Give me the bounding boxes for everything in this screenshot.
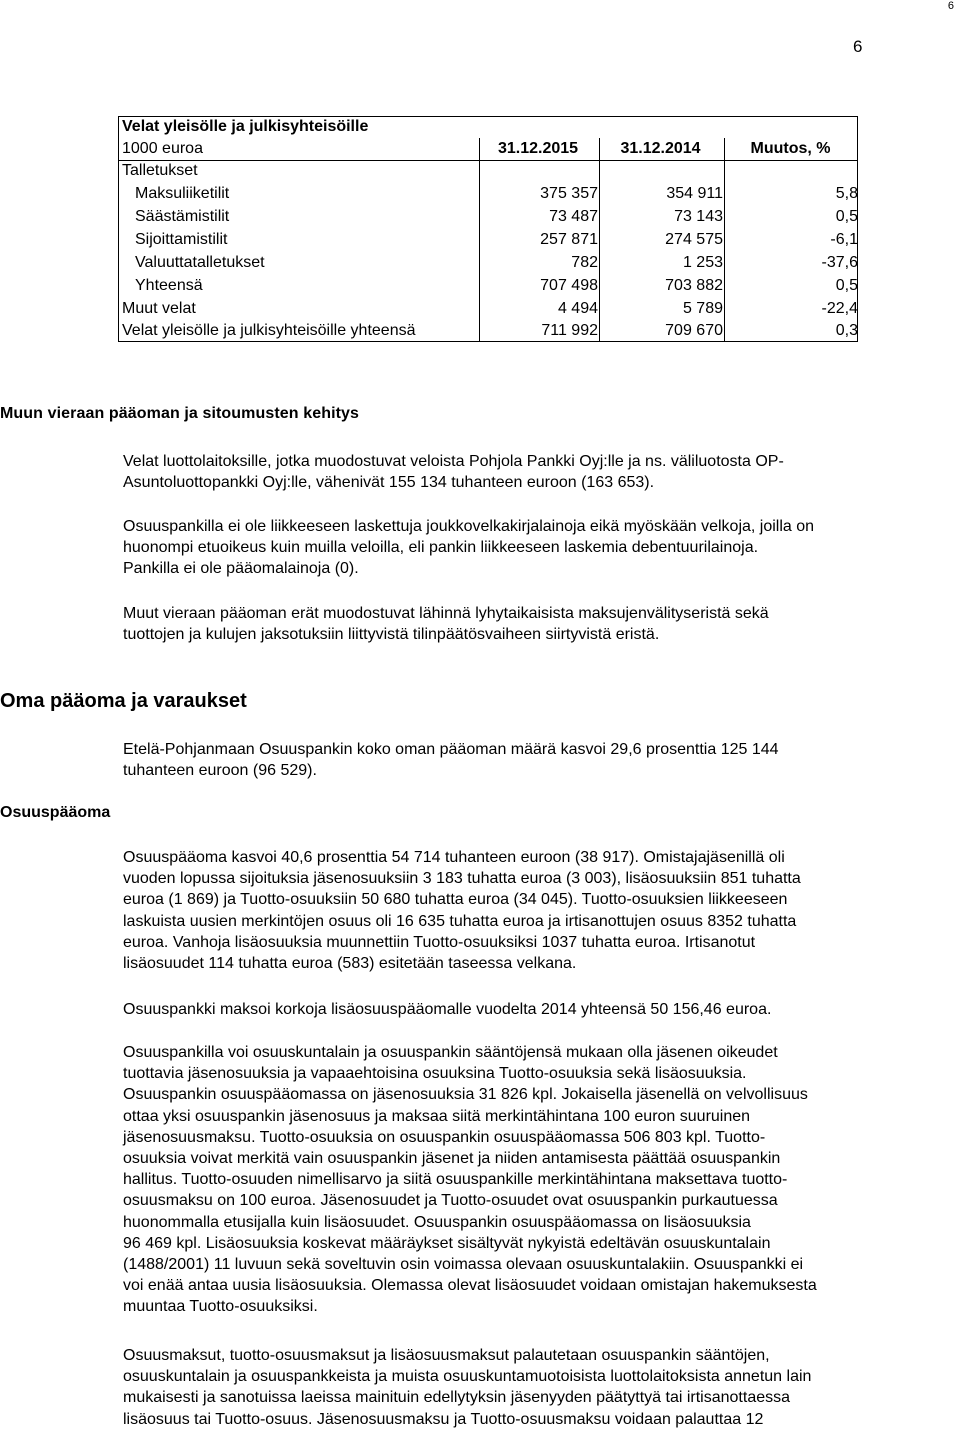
liabilities-paragraph bbox=[123, 516, 943, 580]
cell-2014: 1 253 bbox=[682, 254, 723, 271]
text-line: 96 469 kpl. Lisäosuuksia koskevat määräykset sisältyvät nykyistä edeltävän osuuskuntalain bbox=[123, 1234, 771, 1252]
row-label: Säästämistilit bbox=[135, 208, 230, 225]
liabilities-paragraph bbox=[123, 451, 943, 493]
text-line: tuottavia jäsenosuuksia ja vapaaehtoisina osuuksina Tuotto-osuuksia sekä lisäosuuksia. bbox=[123, 1065, 747, 1083]
column-header-2014: 31.12.2014 bbox=[620, 140, 701, 157]
text-line: (1488/2001) 11 luvuun sekä soveltuvin osin voimassa olevaan osuuskuntalakiin. Osuuspankki ei bbox=[123, 1256, 804, 1274]
text-line: lisäosuudet 114 tuhatta euroa (583) esitetään taseessa velkana. bbox=[123, 955, 577, 973]
table-unit: 1000 euroa bbox=[122, 140, 203, 157]
row-label: Muut velat bbox=[122, 300, 196, 317]
cell-2014: 274 575 bbox=[665, 231, 723, 248]
text-line: huonommalla etusijalla kuin lisäosuudet. Osuuspankin osuuspääomassa on lisäosuuksia bbox=[123, 1213, 751, 1231]
text-line: Osuuspankilla voi osuuskuntalain ja osuuspankin sääntöjensä mukaan olla jäsenen oikeudet bbox=[123, 1044, 778, 1061]
row-label: Valuuttatalletukset bbox=[135, 254, 265, 271]
text-line: tuottojen ja kulujen jaksotuksiin liittyvistä tilinpäätösvaiheen siirtyvistä eristä. bbox=[123, 626, 660, 644]
cell-change: 0,5 bbox=[835, 208, 858, 225]
equity-heading: Oma pääoma ja varaukset bbox=[0, 690, 247, 712]
cell-2015: 257 871 bbox=[540, 231, 598, 248]
cell-change: -6,1 bbox=[830, 231, 858, 248]
text-line: tuhanteen euroon (96 529). bbox=[123, 762, 317, 780]
capital-paragraph bbox=[123, 1042, 943, 1318]
table-row bbox=[118, 320, 858, 342]
cell-change: -37,6 bbox=[821, 254, 858, 271]
table-group-label: Talletukset bbox=[122, 162, 198, 179]
table-row bbox=[118, 275, 858, 297]
cell-2014: 703 882 bbox=[665, 277, 723, 294]
text-line: osuuksia voivat merkitä vain osuuspankin jäsenet ja niiden antamisesta päättää osuuspankin bbox=[123, 1150, 781, 1168]
text-line: Velat luottolaitoksille, jotka muodostuvat veloista Pohjola Pankki Oyj:lle ja ns. väliluotosta OP- bbox=[123, 453, 784, 470]
text-line: hallitus. Tuotto-osuuden nimellisarvo ja siitä osuuspankille merkintähintana maksettava tuotto- bbox=[123, 1171, 788, 1189]
text-line: laskuista uusien merkintöjen osuus oli 16 635 tuhatta euroa ja irtisanottujen osuus 8352 tuhatta bbox=[123, 912, 797, 930]
equity-intro bbox=[123, 739, 943, 781]
text-line: Pankilla ei ole pääomalainoja (0). bbox=[123, 560, 359, 578]
text-line: voi enää antaa uusia lisäosuuksia. Olemassa olevat lisäosuudet voidaan omistajan hakemuksesta bbox=[123, 1277, 817, 1295]
text-line: Asuntoluottopankki Oyj:lle, vähenivät 155 134 tuhanteen euroon (163 653). bbox=[123, 474, 655, 492]
text-line: muuntaa Tuotto-osuuksiksi. bbox=[123, 1298, 318, 1316]
cell-2014: 354 911 bbox=[666, 185, 723, 202]
table-row bbox=[118, 252, 858, 274]
text-line: vuoden lopussa sijoituksia jäsenosuuksiin 3 183 tuhatta euroa (3 003), lisäosuuksiin 851 tuhatta bbox=[123, 870, 801, 888]
capital-paragraph bbox=[123, 999, 943, 1020]
text-line: mukaisesti ja sanotuissa laeissa mainituin edellytyksin jäsenyyden päätyttyä tai irtisanottaessa bbox=[123, 1389, 791, 1407]
text-line: euroa. Vanhoja lisäosuuksia muunnettiin Tuotto-osuuksiksi 1037 tuhatta euroa. Irtisanotut bbox=[123, 933, 756, 951]
text-line: Osuuspankilla ei ole liikkeeseen laskettuja joukkovelkakirjalainoja eikä myöskään velkoja, joilla on bbox=[123, 518, 815, 535]
text-line: Osuuspankki maksoi korkoja lisäosuuspääomalle vuodelta 2014 yhteensä 50 156,46 euroa. bbox=[123, 1001, 772, 1018]
cell-change: 5,8 bbox=[835, 185, 858, 202]
table-header-row bbox=[118, 138, 858, 160]
cell-2015: 375 357 bbox=[540, 185, 598, 202]
column-header-change: Muutos, % bbox=[750, 140, 831, 157]
cell-2014: 73 143 bbox=[674, 208, 723, 225]
text-line: euroa (1 869) ja Tuotto-osuuksiin 50 680 tuhatta euroa (34 045). Tuotto-osuuksien liikkeeseen bbox=[123, 891, 788, 909]
corner-page-number: 6 bbox=[947, 0, 954, 12]
table-row bbox=[118, 206, 858, 228]
text-line: ottaa yksi osuuspankin jäsenosuus ja maksaa siitä merkintähintana 100 euron suuruinen bbox=[123, 1107, 751, 1125]
cell-2014: 709 670 bbox=[665, 322, 723, 339]
cell-2015: 707 498 bbox=[540, 277, 598, 294]
table-title: Velat yleisölle ja julkisyhteisöille bbox=[122, 118, 369, 135]
row-label: Velat yleisölle ja julkisyhteisöille yhteensä bbox=[122, 322, 416, 339]
table-title-row bbox=[118, 116, 858, 138]
capital-subheading: Osuuspääoma bbox=[0, 804, 111, 821]
table-group-row bbox=[118, 160, 858, 182]
cell-2015: 73 487 bbox=[549, 208, 598, 225]
cell-2014: 5 789 bbox=[682, 300, 723, 317]
cell-2015: 711 992 bbox=[541, 322, 598, 339]
text-line: osuusmaksu on 100 euroa. Jäsenosuudet ja Tuotto-osuudet ovat osuuspankin purkautuessa bbox=[123, 1192, 778, 1210]
column-header-2015: 31.12.2015 bbox=[497, 140, 579, 157]
text-line: Osuusmaksut, tuotto-osuusmaksut ja lisäosuusmaksut palautetaan osuuspankin sääntöjen, bbox=[123, 1347, 770, 1364]
liabilities-heading: Muun vieraan pääoman ja sitoumusten kehitys bbox=[0, 405, 360, 422]
row-label: Maksuliiketilit bbox=[135, 185, 230, 202]
table-row bbox=[118, 298, 858, 320]
text-line: lisäosuus tai Tuotto-osuus. Jäsenosuusmaksu ja Tuotto-osuusmaksu voidaan palauttaa 12 bbox=[123, 1410, 764, 1428]
capital-paragraph bbox=[123, 847, 943, 974]
capital-paragraph bbox=[123, 1345, 943, 1430]
deposits-table bbox=[118, 116, 858, 342]
cell-2015: 782 bbox=[571, 254, 598, 271]
liabilities-paragraph bbox=[123, 603, 943, 645]
text-line: Muut vieraan pääoman erät muodostuvat lähinnä lyhytaikaisista maksujenvälityseristä sekä bbox=[123, 605, 769, 622]
cell-change: -22,4 bbox=[821, 300, 858, 317]
text-line: osuuskuntalain ja osuuspankkeista ja muista osuuskuntamuotoisista luottolaitoksista annetun lain bbox=[123, 1368, 812, 1386]
text-line: Osuuspankin osuuspääomassa on jäsenosuuksia 31 826 kpl. Jokaisella jäsenellä on velvollisuus bbox=[123, 1086, 808, 1104]
cell-change: 0,3 bbox=[835, 322, 858, 339]
row-label: Yhteensä bbox=[135, 277, 203, 294]
row-label: Sijoittamistilit bbox=[135, 231, 228, 248]
text-line: huonompi etuoikeus kuin muilla veloilla, eli pankin liikkeeseen laskemia debentuurilainoja. bbox=[123, 539, 759, 557]
text-line: Osuuspääoma kasvoi 40,6 prosenttia 54 714 tuhanteen euroon (38 917). Omistajajäsenillä oli bbox=[123, 849, 785, 866]
table-row bbox=[118, 229, 858, 251]
cell-2015: 4 494 bbox=[557, 300, 598, 317]
text-line: Etelä-Pohjanmaan Osuuspankin koko oman pääoman määrä kasvoi 29,6 prosenttia 125 144 bbox=[123, 741, 779, 758]
page-number: 6 bbox=[853, 37, 863, 56]
table-row bbox=[118, 183, 858, 205]
cell-change: 0,5 bbox=[835, 277, 858, 294]
text-line: jäsenosuusmaksu. Tuotto-osuuksia on osuuspankin osuuspääomassa 506 803 kpl. Tuotto- bbox=[123, 1128, 766, 1146]
